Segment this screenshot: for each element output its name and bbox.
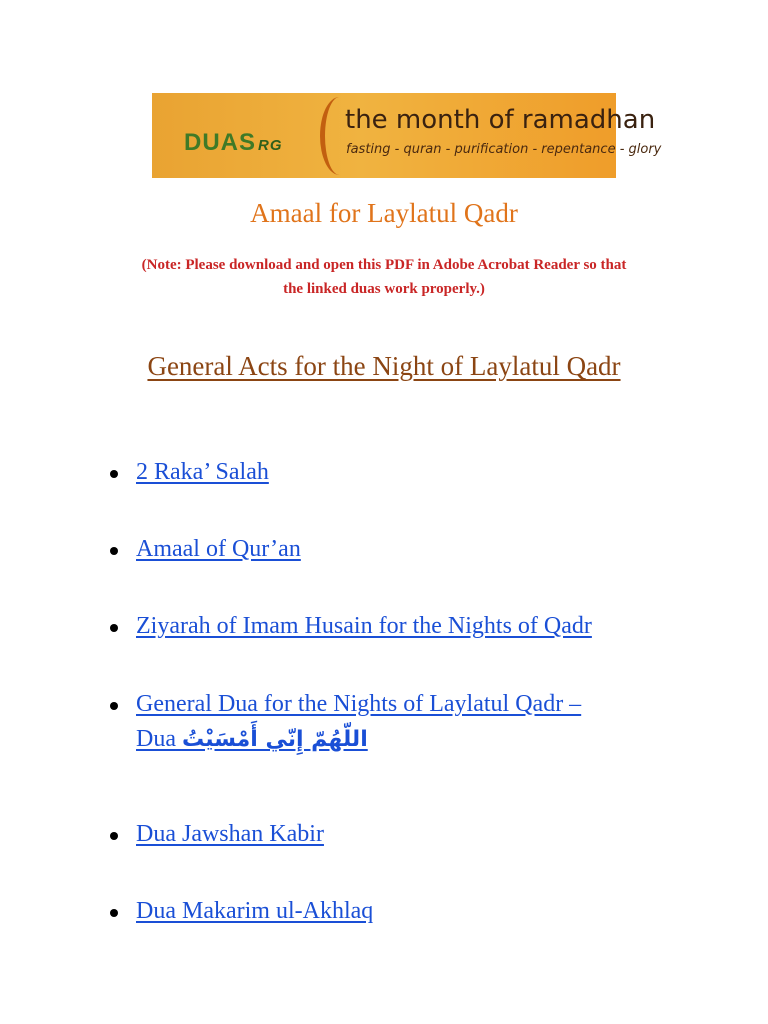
section-heading: General Acts for the Night of Laylatul Qadr <box>147 351 621 381</box>
bullet-icon <box>110 624 118 632</box>
note-line-1: (Note: Please download and open this PDF in Adobe Acrobat Reader so that <box>141 257 627 273</box>
banner-subtitle: fasting - quran - purification - repentance - glory <box>346 142 662 157</box>
link-ziyarah-imam-husain[interactable]: Ziyarah of Imam Husain for the Nights of Qadr <box>136 613 592 639</box>
link-dua-makarim-ul-akhlaq[interactable]: Dua Makarim ul-Akhlaq <box>136 898 374 924</box>
dua-label: Dua <box>136 726 176 752</box>
download-note <box>84 253 684 301</box>
bullet-icon <box>110 547 118 555</box>
bullet-icon <box>110 470 118 478</box>
bullet-icon <box>110 702 118 710</box>
link-dua-jawshan-kabir[interactable]: Dua Jawshan Kabir <box>136 821 324 847</box>
logo-text: DUAS <box>184 129 257 156</box>
duas-org-logo <box>184 129 283 157</box>
logo-suffix: RG <box>258 137 283 154</box>
list-item <box>110 687 710 762</box>
page-title: Amaal for Laylatul Qadr <box>250 198 518 228</box>
banner-title: the month of ramadhan <box>345 105 656 135</box>
link-2-rakah-salah[interactable]: 2 Raka’ Salah <box>136 459 269 485</box>
link-general-dua-laylatul-qadr-line2[interactable] <box>136 722 368 757</box>
arabic-dua-title: اللّهُمّ إِنّي أَمْسَيْتُ <box>181 727 368 752</box>
link-amaal-of-quran[interactable]: Amaal of Qur’an <box>136 536 301 562</box>
duas-org-banner <box>152 93 662 178</box>
bullet-icon <box>110 832 118 840</box>
bullet-icon <box>110 909 118 917</box>
note-line-2: the linked duas work properly.) <box>283 281 485 297</box>
link-general-dua-laylatul-qadr[interactable]: General Dua for the Nights of Laylatul Qadr – <box>136 691 582 717</box>
